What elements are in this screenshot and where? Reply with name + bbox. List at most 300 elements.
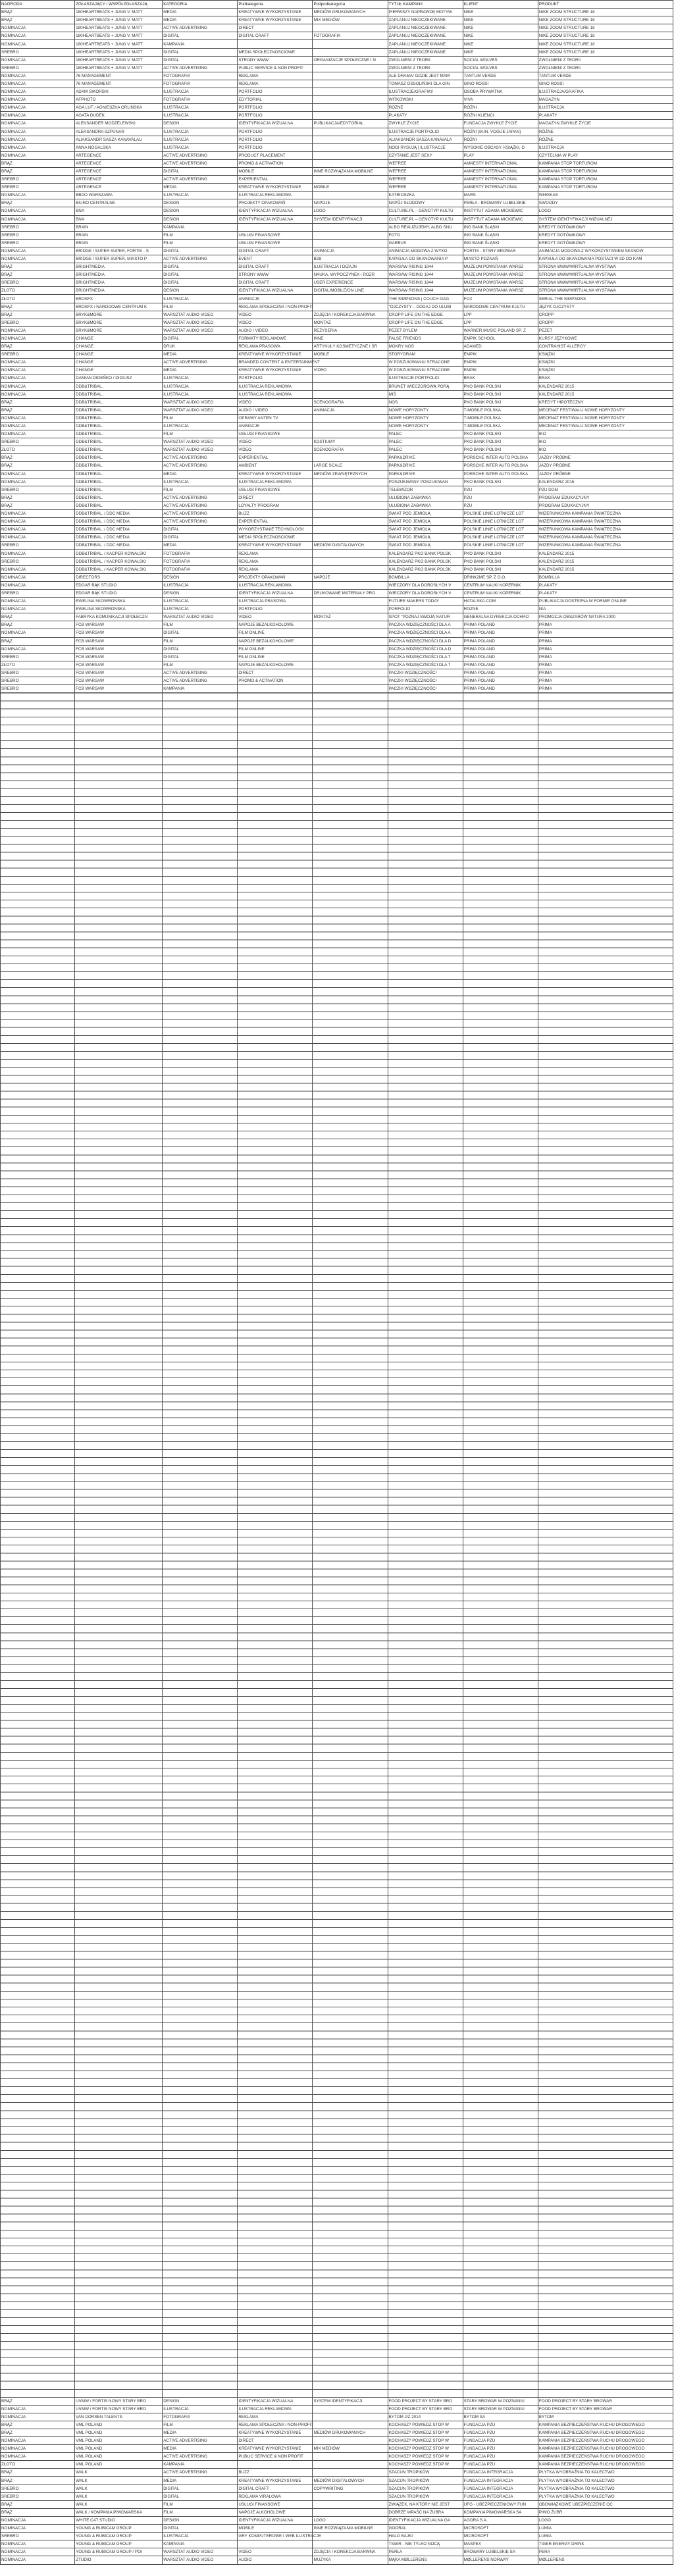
cell-produkt[interactable]: ILUSTRACJA/GRAFIKA	[538, 88, 673, 96]
cell-zglaszajacy[interactable]: 180HEARTBEATS + JUNG V. MATT	[75, 9, 163, 16]
cell-tytul-kampanii[interactable]: SZACUN TROPIKÓW	[388, 2477, 463, 2485]
cell-zglaszajacy[interactable]: DDB&TRIBAL.	[75, 438, 163, 446]
cell-tytul-kampanii[interactable]: ZWYKŁE ŻYCIE	[388, 120, 463, 128]
cell-nagroda[interactable]: SREBRO	[1, 2492, 75, 2500]
cell-podpodkategoria[interactable]	[313, 2421, 388, 2429]
cell-podkategoria[interactable]: OPRAWY ANTEN TV	[238, 414, 313, 422]
cell-zglaszajacy[interactable]: AGATA DUDEK	[75, 112, 163, 120]
cell-podpodkategoria[interactable]	[313, 80, 388, 88]
cell-tytul-kampanii[interactable]: CROPP LIFE ON THE EDGE	[388, 311, 463, 319]
cell-kategoria[interactable]: WARSZTAT AUDIO VIDEO	[163, 446, 238, 454]
cell-produkt[interactable]: PRIMA	[538, 645, 673, 653]
cell-tytul-kampanii[interactable]: ILUSTRACJE PORTFOLIO	[388, 374, 463, 382]
cell-podkategoria[interactable]: IDENTYFIKACJA WIZUALNA	[238, 2516, 313, 2524]
cell-nagroda[interactable]: BRĄZ	[1, 2469, 75, 2477]
cell-kategoria[interactable]: FILM	[163, 637, 238, 645]
cell-nagroda[interactable]: NOMINACJA	[1, 24, 75, 32]
cell-tytul-kampanii[interactable]: PACZKA WDZIĘCZNOŚCI DLA A	[388, 629, 463, 637]
cell-podpodkategoria[interactable]: KOSTIUMY	[313, 438, 388, 446]
cell-kategoria[interactable]: ILUSTRACJA	[163, 112, 238, 120]
cell-podpodkategoria[interactable]	[313, 502, 388, 509]
cell-nagroda[interactable]: BRĄZ	[1, 303, 75, 311]
cell-nagroda[interactable]: BRĄZ	[1, 2508, 75, 2516]
cell-produkt[interactable]: KAMPANIA BEZPIECZEŃSTWA RUCHU DROGOWEGO	[538, 2461, 673, 2469]
cell-podkategoria[interactable]: KREATYWNE WYKORZYSTANIE	[238, 2429, 313, 2436]
cell-tytul-kampanii[interactable]: ŚWIAT POD JEMIOŁĄ	[388, 510, 463, 518]
cell-podkategoria[interactable]: MOBILE	[238, 167, 313, 175]
cell-tytul-kampanii[interactable]: SZACUN TROPIKÓW	[388, 2469, 463, 2477]
cell-produkt[interactable]: PRIMA	[538, 661, 673, 669]
cell-podpodkategoria[interactable]	[313, 96, 388, 104]
cell-podkategoria[interactable]: VIDEO	[238, 613, 313, 621]
cell-produkt[interactable]: IKO	[538, 446, 673, 454]
cell-podpodkategoria[interactable]	[313, 629, 388, 637]
cell-podpodkategoria[interactable]: MEDIÓW DRUKOWANYCH	[313, 9, 388, 16]
cell-produkt[interactable]: KALENDARZ 2015	[538, 390, 673, 398]
cell-podkategoria[interactable]: PROMO & ACTIVATION	[238, 677, 313, 684]
cell-tytul-kampanii[interactable]: KALENDARZ PKO BANK POLSK	[388, 550, 463, 557]
cell-klient[interactable]: PRIMA POLAND	[463, 637, 538, 645]
cell-zglaszajacy[interactable]: BRAIN	[75, 231, 163, 239]
cell-zglaszajacy[interactable]: ALEKSANDER MODZELEWSKI	[75, 120, 163, 128]
cell-produkt[interactable]: MECENAT FESTIWALU NOWE HORYZONTY	[538, 422, 673, 430]
cell-klient[interactable]: PRIMA POLAND	[463, 621, 538, 629]
cell-nagroda[interactable]: SREBRO	[1, 542, 75, 550]
cell-klient[interactable]: FUNDACJA PZU	[463, 2461, 538, 2469]
cell-podpodkategoria[interactable]: ANIMACJA	[313, 247, 388, 255]
cell-nagroda[interactable]: NOMINACJA	[1, 326, 75, 334]
cell-klient[interactable]: PERŁA - BROWARY LUBELSKIE	[463, 199, 538, 207]
cell-nagroda[interactable]: BRĄZ	[1, 2421, 75, 2429]
cell-tytul-kampanii[interactable]: FOOD PROJECT BY STARY BRO	[388, 2405, 463, 2413]
cell-klient[interactable]: PRIMA POLAND	[463, 645, 538, 653]
cell-zglaszajacy[interactable]: ARTEGENCE	[75, 167, 163, 175]
cell-klient[interactable]: AMNESTY INTERNATIONAL	[463, 159, 538, 167]
cell-kategoria[interactable]: DESIGN	[163, 573, 238, 581]
grid-cell[interactable]	[238, 693, 313, 2397]
cell-tytul-kampanii[interactable]: SZACUN TROPIKÓW	[388, 2492, 463, 2500]
cell-zglaszajacy[interactable]: WHITE CAT STUDIO	[75, 2516, 163, 2524]
cell-zglaszajacy[interactable]: WALK	[75, 2500, 163, 2508]
cell-podpodkategoria[interactable]: LOGO	[313, 207, 388, 215]
cell-produkt[interactable]: PROMOCJA OBSZARÓW NATURA 2000	[538, 613, 673, 621]
cell-kategoria[interactable]: WARSZTAT AUDIO VIDEO	[163, 2556, 238, 2564]
cell-tytul-kampanii[interactable]: GARBUS	[388, 239, 463, 247]
cell-podpodkategoria[interactable]	[313, 494, 388, 502]
cell-produkt[interactable]: NIKE ZOOM STRUCTURE 18	[538, 40, 673, 48]
cell-produkt[interactable]: LOGO	[538, 207, 673, 215]
cell-nagroda[interactable]: SREBRO	[1, 319, 75, 326]
cell-podkategoria[interactable]	[238, 685, 313, 693]
cell-podpodkategoria[interactable]	[313, 598, 388, 605]
cell-podpodkategoria[interactable]	[313, 518, 388, 526]
cell-zglaszajacy[interactable]: BRIGHTMEDIA	[75, 279, 163, 287]
cell-klient[interactable]: STARY BROWAR W POZNANIU	[463, 2405, 538, 2413]
cell-podpodkategoria[interactable]: NAPOJE	[313, 199, 388, 207]
cell-podpodkategoria[interactable]: MUZYKA	[313, 2556, 388, 2564]
cell-zglaszajacy[interactable]: FCB WARSAW	[75, 669, 163, 677]
cell-zglaszajacy[interactable]: ZTUDIO	[75, 2556, 163, 2564]
cell-zglaszajacy[interactable]: 180HEARTBEATS + JUNG V. MATT	[75, 64, 163, 72]
cell-podkategoria[interactable]: REKLAMA	[238, 565, 313, 573]
cell-klient[interactable]: PORSCHE INTER AUTO POLSKA	[463, 470, 538, 478]
cell-kategoria[interactable]: FILM	[163, 661, 238, 669]
cell-podpodkategoria[interactable]: LOGO	[313, 2516, 388, 2524]
cell-zglaszajacy[interactable]: DAMIAN DIDEŃKO / DIDIUSZ	[75, 374, 163, 382]
cell-produkt[interactable]: N/A	[538, 605, 673, 613]
cell-podpodkategoria[interactable]	[313, 48, 388, 56]
cell-tytul-kampanii[interactable]: NOWE HORYZONTY	[388, 414, 463, 422]
cell-zglaszajacy[interactable]: 76 MANAGEMENT	[75, 72, 163, 80]
cell-podkategoria[interactable]: BUZZ	[238, 2469, 313, 2477]
cell-klient[interactable]: ING BANK ŚLĄSKI	[463, 223, 538, 231]
cell-nagroda[interactable]: SREBRO	[1, 589, 75, 597]
cell-nagroda[interactable]: NOMINACJA	[1, 192, 75, 199]
cell-podpodkategoria[interactable]: ZDJĘCIA / KOREKCJA BARWNA	[313, 311, 388, 319]
cell-klient[interactable]: T-MOBILE POLSKA	[463, 406, 538, 414]
cell-podkategoria[interactable]: NAPOJE BEZALKOHOLOWE	[238, 661, 313, 669]
cell-zglaszajacy[interactable]: DDB&TRIBAL. / DDC MEDIA	[75, 526, 163, 534]
cell-podpodkategoria[interactable]: PUBLIKACJA/EDYTORIAL	[313, 120, 388, 128]
cell-podpodkategoria[interactable]: COPYWRITING	[313, 2485, 388, 2492]
cell-nagroda[interactable]: SREBRO	[1, 239, 75, 247]
cell-kategoria[interactable]: DIGITAL	[163, 56, 238, 64]
cell-produkt[interactable]: LUMIA	[538, 2533, 673, 2540]
cell-kategoria[interactable]: MEDIA	[163, 351, 238, 359]
cell-produkt[interactable]: BYTOM	[538, 2413, 673, 2421]
cell-podpodkategoria[interactable]	[313, 526, 388, 534]
cell-kategoria[interactable]: ACTIVE ADVERTISING	[163, 2437, 238, 2445]
cell-podkategoria[interactable]: PORTFOLIO	[238, 88, 313, 96]
cell-kategoria[interactable]: ILUSTRACJA	[163, 605, 238, 613]
cell-kategoria[interactable]: DIGITAL	[163, 526, 238, 534]
cell-zglaszajacy[interactable]: VML POLAND	[75, 2461, 163, 2469]
cell-podkategoria[interactable]: IDENTYFIKACJA WIZUALNA	[238, 120, 313, 128]
cell-zglaszajacy[interactable]: YOUNG & RUBICAM GROUP	[75, 2540, 163, 2548]
cell-zglaszajacy[interactable]: DDB&TRIBAL.	[75, 390, 163, 398]
cell-produkt[interactable]: WIZERUNKOWA KAMPANIA ŚWIĄTECZNA	[538, 534, 673, 542]
cell-kategoria[interactable]: ACTIVE ADVERTISING	[163, 669, 238, 677]
cell-nagroda[interactable]: ZŁOTO	[1, 2461, 75, 2469]
cell-podkategoria[interactable]: VIDEO	[238, 438, 313, 446]
cell-kategoria[interactable]: ACTIVE ADVERTISING	[163, 502, 238, 509]
cell-tytul-kampanii[interactable]: KAPSUŁA DO SKANOWANIA P	[388, 255, 463, 263]
cell-podkategoria[interactable]: KREATYWNE WYKORZYSTANIE	[238, 542, 313, 550]
cell-podkategoria[interactable]: KREATYWNE WYKORZYSTANIE	[238, 9, 313, 16]
cell-podpodkategoria[interactable]	[313, 605, 388, 613]
cell-tytul-kampanii[interactable]: PALEC	[388, 446, 463, 454]
cell-podkategoria[interactable]: ANIMACJE	[238, 422, 313, 430]
cell-tytul-kampanii[interactable]: MOKRY NOS	[388, 343, 463, 351]
cell-podkategoria[interactable]: EXPERIENTIAL	[238, 176, 313, 184]
cell-nagroda[interactable]: BRĄZ	[1, 637, 75, 645]
cell-nagroda[interactable]: BRĄZ	[1, 2429, 75, 2436]
cell-zglaszajacy[interactable]: DDB&TRIBAL.	[75, 406, 163, 414]
cell-tytul-kampanii[interactable]: PACZKA WDZIĘCZNOŚCI DLA D	[388, 637, 463, 645]
cell-klient[interactable]: PKO BANK POLSKI	[463, 382, 538, 390]
cell-tytul-kampanii[interactable]: KALENDARZ PKO BANK POLSK	[388, 557, 463, 565]
cell-klient[interactable]: POLSKIE LINIE LOTNICZE LOT	[463, 526, 538, 534]
cell-zglaszajacy[interactable]: ANNA NOGALSKA	[75, 143, 163, 151]
cell-produkt[interactable]: ILUSTRACJA	[538, 143, 673, 151]
cell-kategoria[interactable]: FILM	[163, 2508, 238, 2516]
cell-zglaszajacy[interactable]: 180HEARTBEATS + JUNG V. MATT	[75, 16, 163, 24]
cell-zglaszajacy[interactable]: BRIDGE / SUPER SUPER, MIASTO P	[75, 255, 163, 263]
cell-produkt[interactable]: MECENAT FESTIWALU NOWE HORYZONTY	[538, 414, 673, 422]
cell-produkt[interactable]: PRIMA	[538, 677, 673, 684]
cell-kategoria[interactable]: WARSZTAT AUDIO VIDEO	[163, 311, 238, 319]
cell-klient[interactable]: NIKE	[463, 24, 538, 32]
cell-podkategoria[interactable]: PROJEKTY OPAKOWAŃ	[238, 199, 313, 207]
cell-nagroda[interactable]: SREBRO	[1, 685, 75, 693]
cell-produkt[interactable]: KAPSUŁA DO SKANOWANIA POSTACI W 3D DO KAM	[538, 255, 673, 263]
cell-produkt[interactable]: SWOODY	[538, 199, 673, 207]
cell-nagroda[interactable]: BRĄZ	[1, 406, 75, 414]
cell-podkategoria[interactable]: VIDEO	[238, 398, 313, 406]
cell-podpodkategoria[interactable]	[313, 653, 388, 661]
cell-zglaszajacy[interactable]: WALK	[75, 2485, 163, 2492]
cell-tytul-kampanii[interactable]: PACZKA WDZIĘCZNOŚCI DLA A	[388, 621, 463, 629]
cell-podpodkategoria[interactable]	[313, 2437, 388, 2445]
cell-nagroda[interactable]: BRĄZ	[1, 621, 75, 629]
cell-klient[interactable]: PZU	[463, 486, 538, 494]
cell-kategoria[interactable]: DIGITAL	[163, 263, 238, 271]
cell-kategoria[interactable]: ACTIVE ADVERTISING	[163, 176, 238, 184]
cell-zglaszajacy[interactable]: BNA	[75, 207, 163, 215]
cell-zglaszajacy[interactable]: BRIDGE / SUPER SUPER, FORTIS - S	[75, 247, 163, 255]
cell-podkategoria[interactable]: AMBIENT	[238, 462, 313, 470]
header-zglaszajacy[interactable]: ZGŁASZAJĄCY / WSPÓŁZGŁASZAJĄ	[75, 1, 163, 9]
cell-kategoria[interactable]: FILM	[163, 303, 238, 311]
cell-podpodkategoria[interactable]	[313, 159, 388, 167]
cell-klient[interactable]: PKO BANK POLSKI	[463, 390, 538, 398]
cell-podkategoria[interactable]: USŁUGI FINANSOWE	[238, 486, 313, 494]
cell-podkategoria[interactable]: PROMO & ACTIVATION	[238, 159, 313, 167]
cell-produkt[interactable]: JĘZYK OJCZYSTY	[538, 303, 673, 311]
cell-zglaszajacy[interactable]: FCB WARSAW	[75, 653, 163, 661]
cell-podpodkategoria[interactable]	[313, 2461, 388, 2469]
cell-klient[interactable]: PRIMA POLAND	[463, 653, 538, 661]
cell-nagroda[interactable]: NOMINACJA	[1, 215, 75, 223]
cell-kategoria[interactable]: KAMPANIA	[163, 2461, 238, 2469]
cell-klient[interactable]: STARY BROWAR W POZNANIU	[463, 2397, 538, 2405]
cell-produkt[interactable]: WHISKAS	[538, 192, 673, 199]
cell-podkategoria[interactable]: PORTFOLIO	[238, 112, 313, 120]
header-podpodkategoria[interactable]: Podpodkategoria	[313, 1, 388, 9]
cell-nagroda[interactable]: SREBRO	[1, 486, 75, 494]
cell-tytul-kampanii[interactable]: W POSZUKIWANIU STRACONE	[388, 367, 463, 374]
cell-klient[interactable]: T-MOBILE POLSKA	[463, 414, 538, 422]
cell-podkategoria[interactable]: REKLAMA PRASOWA	[238, 343, 313, 351]
cell-tytul-kampanii[interactable]: WARSAW RISING 1944	[388, 271, 463, 279]
cell-zglaszajacy[interactable]: YOUNG & RUBICAM GROUP	[75, 2525, 163, 2533]
cell-kategoria[interactable]: DIGITAL	[163, 2492, 238, 2500]
cell-nagroda[interactable]: NOMINACJA	[1, 2525, 75, 2533]
cell-zglaszajacy[interactable]: DDB&TRIBAL.	[75, 454, 163, 462]
cell-kategoria[interactable]: ILUSTRACJA	[163, 136, 238, 143]
cell-klient[interactable]: AMNESTY INTERNATIONAL	[463, 167, 538, 175]
cell-kategoria[interactable]: ACTIVE ADVERTISING	[163, 510, 238, 518]
cell-tytul-kampanii[interactable]: PACZKI WDZIĘCZNOŚCI	[388, 685, 463, 693]
cell-tytul-kampanii[interactable]: ZWOLNIENI Z TEORII	[388, 56, 463, 64]
cell-tytul-kampanii[interactable]: WEFREE	[388, 184, 463, 192]
cell-nagroda[interactable]: NOMINACJA	[1, 573, 75, 581]
cell-podkategoria[interactable]: STRONY WWW	[238, 56, 313, 64]
cell-kategoria[interactable]: FILM	[163, 2500, 238, 2508]
cell-tytul-kampanii[interactable]: ILUSTRACJE/GRAFIKI/	[388, 88, 463, 96]
cell-podpodkategoria[interactable]	[313, 72, 388, 80]
cell-nagroda[interactable]: BRĄZ	[1, 263, 75, 271]
cell-podpodkategoria[interactable]: USER EXPERIENCE	[313, 279, 388, 287]
cell-produkt[interactable]: PLAKATY	[538, 589, 673, 597]
cell-nagroda[interactable]: BRĄZ	[1, 502, 75, 509]
cell-tytul-kampanii[interactable]: KATRIOSZKA	[388, 192, 463, 199]
cell-podpodkategoria[interactable]: MEDIÓW DIGITALOWYCH	[313, 2477, 388, 2485]
cell-podkategoria[interactable]: NAPOJE BEZALKOHOLOWE	[238, 621, 313, 629]
cell-kategoria[interactable]: DRUK	[163, 343, 238, 351]
cell-podpodkategoria[interactable]	[313, 557, 388, 565]
cell-nagroda[interactable]: NOMINACJA	[1, 128, 75, 136]
cell-produkt[interactable]: STRONA WWW/WIRTUALNA WYSTAWA	[538, 279, 673, 287]
cell-kategoria[interactable]: FOTOGRAFIA	[163, 557, 238, 565]
cell-kategoria[interactable]: WARSZTAT AUDIO VIDEO	[163, 326, 238, 334]
cell-podpodkategoria[interactable]: SYSTEM IDENTYFIKACJI	[313, 215, 388, 223]
grid-cell[interactable]	[538, 693, 673, 2397]
cell-produkt[interactable]: PŁYTKA WYOBRAŹNIA TO KALECTWO	[538, 2477, 673, 2485]
cell-podkategoria[interactable]: NAPOJE ALKOHOLOWE	[238, 2508, 313, 2516]
cell-produkt[interactable]: PROGRAM EDUKACYJNY	[538, 502, 673, 509]
cell-kategoria[interactable]: FILM	[163, 430, 238, 438]
cell-produkt[interactable]: KAMPANIA STOP TORTUROM	[538, 184, 673, 192]
cell-kategoria[interactable]: DIGITAL	[163, 167, 238, 175]
cell-kategoria[interactable]: MEDIA	[163, 9, 238, 16]
cell-tytul-kampanii[interactable]: ŚWIAT POD JEMIOŁĄ	[388, 526, 463, 534]
cell-produkt[interactable]: LOGO	[538, 2516, 673, 2524]
cell-produkt[interactable]: PRIMA	[538, 653, 673, 661]
cell-produkt[interactable]: KREDYT GOTÓWKOWY	[538, 231, 673, 239]
cell-podpodkategoria[interactable]	[313, 550, 388, 557]
cell-podpodkategoria[interactable]	[313, 2500, 388, 2508]
cell-zglaszajacy[interactable]: FCB WARSAW	[75, 645, 163, 653]
cell-tytul-kampanii[interactable]: FOOD PROJECT BY STARY BRO	[388, 2397, 463, 2405]
cell-zglaszajacy[interactable]: BROSFX / NARODOWE CENTRUM K	[75, 303, 163, 311]
cell-podkategoria[interactable]: VIDEO	[238, 446, 313, 454]
cell-produkt[interactable]: KALENDARZ 2015	[538, 382, 673, 390]
cell-podkategoria[interactable]: PUBLIC SERVICE & NON PROFIT	[238, 64, 313, 72]
cell-kategoria[interactable]: ILUSTRACJA	[163, 88, 238, 96]
cell-produkt[interactable]: KREDYT GOTÓWKOWY	[538, 223, 673, 231]
cell-podpodkategoria[interactable]	[313, 2540, 388, 2548]
cell-podkategoria[interactable]: PUBLIC SERVICE & NON PROFIT	[238, 2453, 313, 2461]
cell-podkategoria[interactable]: MEDIA SPOŁECZNOSCIOWE	[238, 534, 313, 542]
cell-podkategoria[interactable]	[238, 40, 313, 48]
cell-podpodkategoria[interactable]	[313, 2405, 388, 2413]
cell-podkategoria[interactable]: WYKORZYSTANIE TECHNOLOGII	[238, 526, 313, 534]
cell-tytul-kampanii[interactable]: FUTURE MAKERS TODAY	[388, 598, 463, 605]
cell-podkategoria[interactable]: AUDIO / VIDEO	[238, 406, 313, 414]
cell-klient[interactable]: MUZEUM POWSTANIA WARSZ	[463, 279, 538, 287]
cell-podkategoria[interactable]: MEDIA SPOŁECZNOSCIOWE	[238, 48, 313, 56]
cell-produkt[interactable]: KURSY JĘZYKOWE	[538, 334, 673, 342]
cell-podpodkategoria[interactable]: LARGE SCALE	[313, 462, 388, 470]
cell-kategoria[interactable]: FOTOGRAFIA	[163, 550, 238, 557]
cell-klient[interactable]: PLAY	[463, 151, 538, 159]
cell-podkategoria[interactable]: REKLAMA SPOŁECZNA I NON-PROFIT	[238, 303, 313, 311]
cell-podkategoria[interactable]: EXPERIENTIAL	[238, 454, 313, 462]
cell-produkt[interactable]: IKO	[538, 430, 673, 438]
cell-tytul-kampanii[interactable]: ZAPLANUJ NIEOCZEKIWANE	[388, 40, 463, 48]
cell-produkt[interactable]: JAZDY PRÓBNE	[538, 454, 673, 462]
header-tytul-kampanii[interactable]: TYTUŁ KAMPANII	[388, 1, 463, 9]
cell-podpodkategoria[interactable]	[313, 2413, 388, 2421]
cell-zglaszajacy[interactable]: DDB&TRIBAL.	[75, 502, 163, 509]
cell-nagroda[interactable]: NOMINACJA	[1, 56, 75, 64]
cell-tytul-kampanii[interactable]: ULUBIONA ZABAWKA	[388, 502, 463, 509]
cell-tytul-kampanii[interactable]: ŚWIAT POD JEMIOŁĄ	[388, 518, 463, 526]
cell-zglaszajacy[interactable]: ARTEGENCE	[75, 159, 163, 167]
cell-kategoria[interactable]: KAMPANIA	[163, 2540, 238, 2548]
cell-podpodkategoria[interactable]	[313, 677, 388, 684]
cell-kategoria[interactable]: DESIGN	[163, 2516, 238, 2524]
cell-kategoria[interactable]: ACTIVE ADVERTISING	[163, 255, 238, 263]
cell-produkt[interactable]: ZWOLNIENI Z TEORII	[538, 64, 673, 72]
cell-kategoria[interactable]: DESIGN	[163, 120, 238, 128]
cell-klient[interactable]: LPP	[463, 311, 538, 319]
cell-kategoria[interactable]: WARSZTAT AUDIO VIDEO	[163, 319, 238, 326]
cell-podkategoria[interactable]: FORMATY REKLAMOWE	[238, 334, 313, 342]
cell-tytul-kampanii[interactable]: CULTURE.PL – GENOTYP KULTU	[388, 207, 463, 215]
cell-nagroda[interactable]: NOMINACJA	[1, 112, 75, 120]
cell-nagroda[interactable]: BRĄZ	[1, 494, 75, 502]
cell-klient[interactable]: BROWARY LUBELSKIE SA	[463, 2548, 538, 2556]
cell-produkt[interactable]: LUMIA	[538, 2525, 673, 2533]
cell-produkt[interactable]: KAMPANIA BEZPIECZEŃSTWA RUCHU DROGOWEGO	[538, 2429, 673, 2436]
cell-kategoria[interactable]: ILUSTRACJA	[163, 598, 238, 605]
cell-klient[interactable]: EMPIK	[463, 351, 538, 359]
cell-produkt[interactable]: KAMPANIA STOP TORTUROM	[538, 176, 673, 184]
cell-nagroda[interactable]: NOMINACJA	[1, 207, 75, 215]
cell-zglaszajacy[interactable]: DDB&TRIBAL.	[75, 462, 163, 470]
cell-klient[interactable]: PKO BANK POLSKI	[463, 557, 538, 565]
cell-nagroda[interactable]: NOMINACJA	[1, 32, 75, 40]
cell-klient[interactable]: POLSKIE LINIE LOTNICZE LOT	[463, 542, 538, 550]
cell-kategoria[interactable]: FOTOGRAFIA	[163, 96, 238, 104]
cell-produkt[interactable]: BOMBILLA	[538, 573, 673, 581]
cell-zglaszajacy[interactable]: DDB&TRIBAL. / DDC MEDIA	[75, 510, 163, 518]
cell-kategoria[interactable]: ILUSTRACJA	[163, 581, 238, 589]
cell-nagroda[interactable]: BRĄZ	[1, 9, 75, 16]
cell-tytul-kampanii[interactable]: PEZET BYŁEM	[388, 326, 463, 334]
cell-produkt[interactable]: PZU DOM	[538, 486, 673, 494]
grid-cell[interactable]	[313, 693, 388, 2397]
cell-zglaszajacy[interactable]: FABRYKA KOMUNIKACJI SPOŁECZN	[75, 613, 163, 621]
cell-tytul-kampanii[interactable]: PERŁA	[388, 2548, 463, 2556]
cell-tytul-kampanii[interactable]: ALE DRAMA! GDZIE JEST MAM	[388, 72, 463, 80]
cell-podkategoria[interactable]: PROJEKTY OPAKOWAŃ	[238, 573, 313, 581]
cell-klient[interactable]: PRIMA POLAND	[463, 677, 538, 684]
cell-zglaszajacy[interactable]: DDB&TRIBAL. / KACPER KOWALSKI	[75, 565, 163, 573]
cell-produkt[interactable]: CROPP	[538, 311, 673, 319]
cell-tytul-kampanii[interactable]: WEFREE	[388, 159, 463, 167]
cell-tytul-kampanii[interactable]: CROPP LIFE ON THE EDGE	[388, 319, 463, 326]
cell-klient[interactable]: ING BANK ŚLĄSKI	[463, 231, 538, 239]
cell-podkategoria[interactable]: DIRECT	[238, 2437, 313, 2445]
cell-nagroda[interactable]: NOMINACJA	[1, 2540, 75, 2548]
cell-nagroda[interactable]: NOMINACJA	[1, 96, 75, 104]
cell-klient[interactable]: AMNESTY INTERNATIONAL	[463, 184, 538, 192]
cell-kategoria[interactable]: ACTIVE ADVERTISING	[163, 359, 238, 367]
cell-produkt[interactable]: KALENDARZ 2015	[538, 557, 673, 565]
